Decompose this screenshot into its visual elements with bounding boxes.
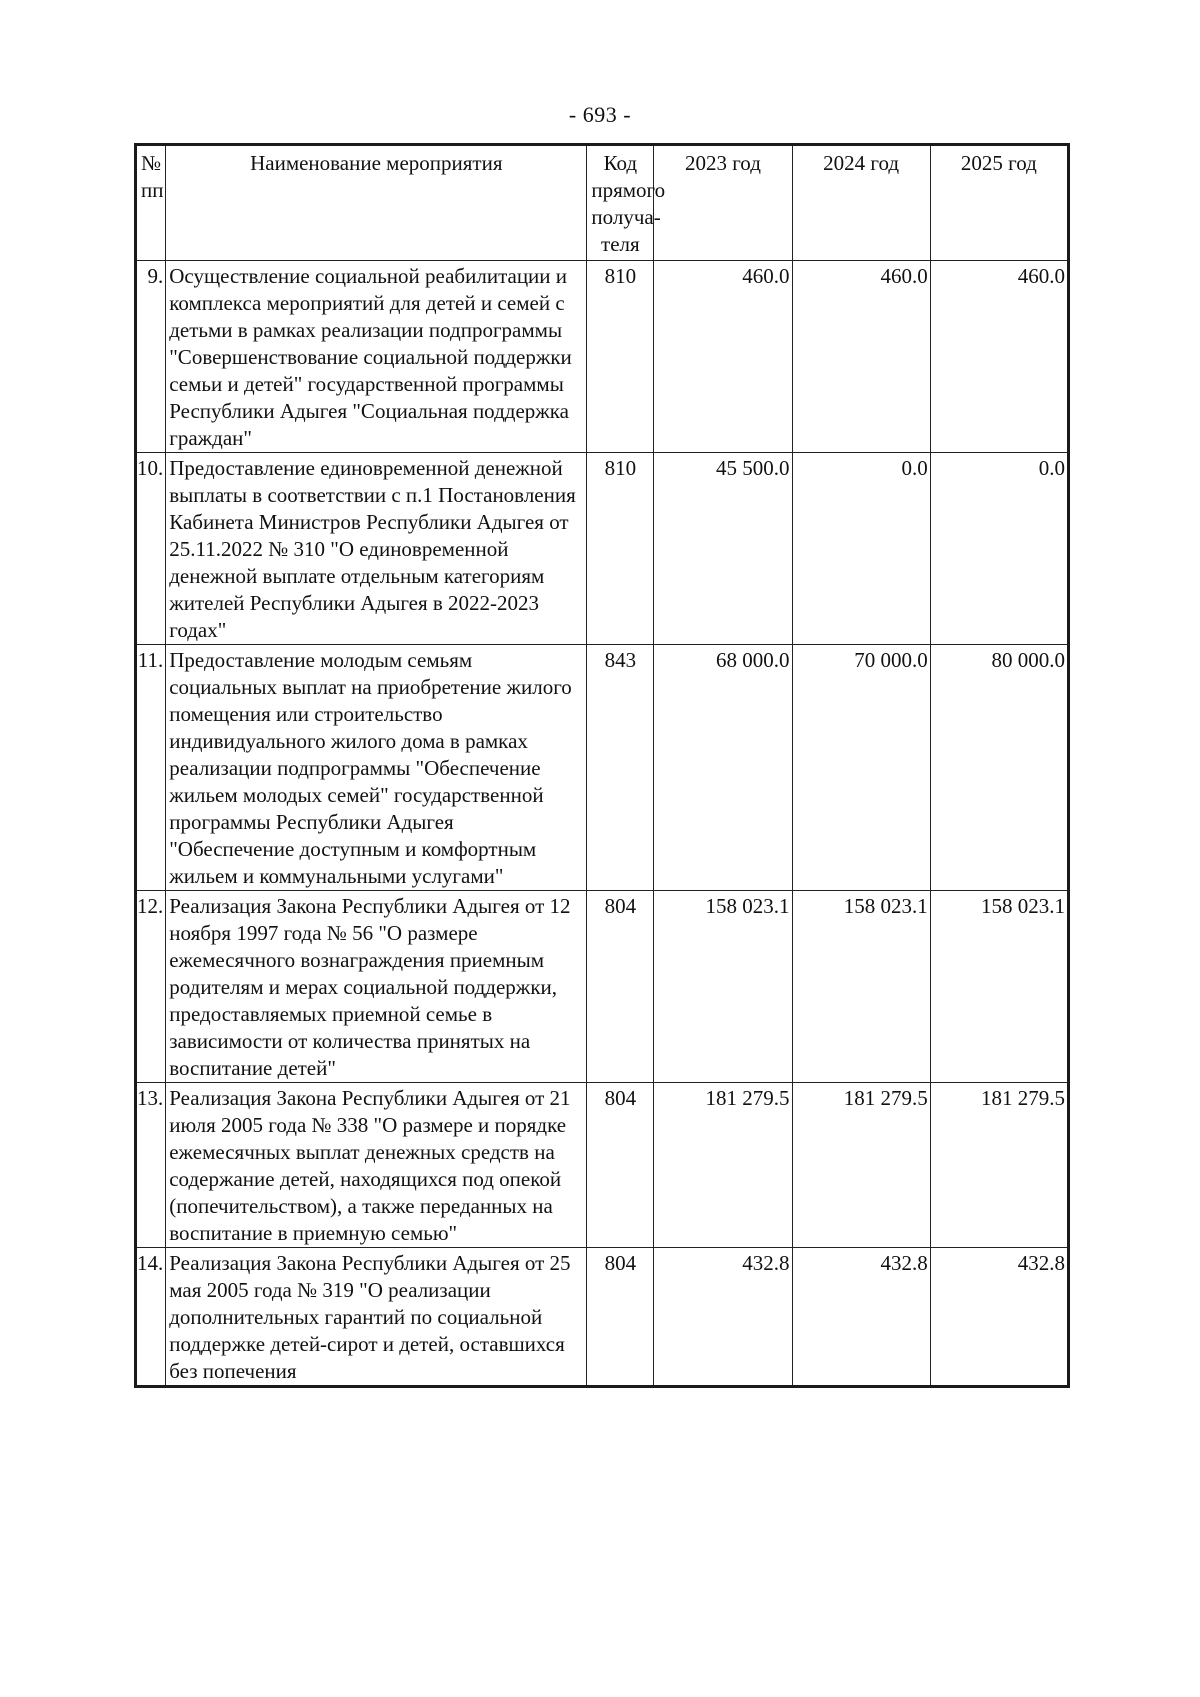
row-name: Реализация Закона Республики Адыгея от 21 июля 2005 года № 338 "О размере и порядке ежемесячных выплат денежных средств на содержание детей, находящихся под опекой (попечительством), а также переданных на воспитание в приемную семью" [166,1083,587,1248]
row-value-2025: 80 000.0 [930,645,1068,891]
row-value-2023: 68 000.0 [654,645,792,891]
table-row [136,453,1069,645]
row-value-2025: 158 023.1 [930,891,1068,1083]
row-value-2023: 45 500.0 [654,453,792,645]
row-name: Осуществление социальной реабилитации и комплекса мероприятий для детей и семей с детьми в рамках реализации подпрограммы "Совершенствование социальной поддержки семьи и детей" государственной программы Республики Адыгея "Социальная поддержка граждан" [166,261,587,453]
row-value-2023: 432.8 [654,1248,792,1387]
row-value-2024: 0.0 [792,453,930,645]
row-code: 810 [587,453,654,645]
row-code: 843 [587,645,654,891]
table-header [136,145,1069,261]
row-code: 804 [587,1248,654,1387]
header-code: Код прямого получа-теля [587,145,654,261]
table-row [136,261,1069,453]
header-2025: 2025 год [930,145,1068,261]
row-number: 10. [136,453,166,645]
row-name: Реализация Закона Республики Адыгея от 12 ноября 1997 года № 56 "О размере ежемесячного вознаграждения приемным родителям и мерах социальной поддержки, предоставляемых приемной семье в зависимости от количества принятых на воспитание детей" [166,891,587,1083]
row-value-2023: 460.0 [654,261,792,453]
row-value-2024: 181 279.5 [792,1083,930,1248]
header-row [136,145,1069,261]
header-num: № пп [136,145,166,261]
header-name: Наименование мероприятия [166,145,587,261]
header-2024: 2024 год [792,145,930,261]
table-row [136,645,1069,891]
row-value-2024: 70 000.0 [792,645,930,891]
row-number: 9. [136,261,166,453]
table-row [136,1248,1069,1387]
row-value-2023: 181 279.5 [654,1083,792,1248]
row-name: Реализация Закона Республики Адыгея от 25 мая 2005 года № 319 "О реализации дополнительных гарантий по социальной поддержке детей-сирот и детей, оставшихся без попечения [166,1248,587,1387]
row-name: Предоставление молодым семьям социальных выплат на приобретение жилого помещения или строительство индивидуального жилого дома в рамках реализации подпрограммы "Обеспечение жильем молодых семей" государственной программы Республики Адыгея "Обеспечение доступным и комфортным жильем и коммунальными услугами" [166,645,587,891]
row-number: 14. [136,1248,166,1387]
row-value-2023: 158 023.1 [654,891,792,1083]
row-code: 804 [587,891,654,1083]
table-body [136,261,1069,1387]
row-value-2025: 0.0 [930,453,1068,645]
row-number: 13. [136,1083,166,1248]
header-2023: 2023 год [654,145,792,261]
row-code: 810 [587,261,654,453]
table-row [136,891,1069,1083]
row-value-2024: 432.8 [792,1248,930,1387]
row-code: 804 [587,1083,654,1248]
row-value-2024: 158 023.1 [792,891,930,1083]
row-number: 12. [136,891,166,1083]
page-number: - 693 - [568,102,632,127]
row-name: Предоставление единовременной денежной выплаты в соответствии с п.1 Постановления Кабинета Министров Республики Адыгея от 25.11.2022 № 310 "О единовременной денежной выплате отдельным категориям жителей Республики Адыгея в 2022-2023 годах" [166,453,587,645]
row-value-2025: 432.8 [930,1248,1068,1387]
row-value-2025: 460.0 [930,261,1068,453]
row-value-2024: 460.0 [792,261,930,453]
row-number: 11. [136,645,166,891]
budget-table [134,143,1070,1388]
row-value-2025: 181 279.5 [930,1083,1068,1248]
table-row [136,1083,1069,1248]
